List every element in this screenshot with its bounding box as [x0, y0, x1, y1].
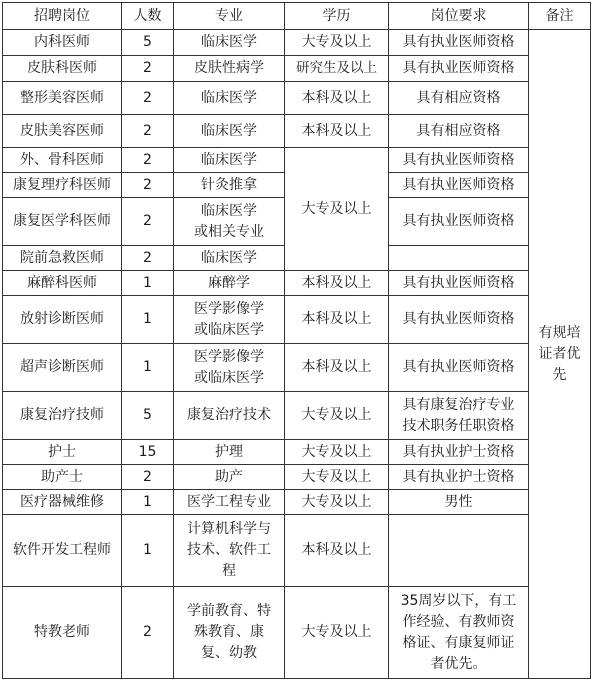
cell-education: 研究生及以上	[285, 56, 389, 82]
cell-major: 临床医学	[174, 148, 285, 173]
major-line: 或临床医学	[194, 321, 264, 338]
table-row	[3, 271, 591, 296]
major-line: 殊教育、康	[194, 624, 264, 640]
cell-major: 皮肤性病学	[174, 56, 285, 82]
major-line: 学前教育、特	[187, 603, 271, 619]
cell-post: 皮肤科医师	[3, 56, 122, 82]
cell-requirement: 具有执业医师资格	[389, 198, 529, 246]
cell-requirement: 具有执业医师资格	[389, 271, 529, 296]
cell-education: 本科及以上	[285, 271, 389, 296]
cell-requirement	[389, 587, 529, 679]
major-line: 医学影像学	[194, 348, 264, 365]
table-row	[3, 465, 591, 490]
requirement-line: 35周岁以下，有工	[400, 592, 517, 609]
table-row	[3, 587, 591, 679]
cell-post: 康复理疗科医师	[3, 173, 122, 198]
cell-count: 1	[122, 271, 174, 296]
cell-requirement: 具有执业护士资格	[389, 440, 529, 465]
cell-major: 临床医学	[174, 30, 285, 56]
cell-requirement: 具有执业医师资格	[389, 344, 529, 392]
cell-requirement: 具有相应资格	[389, 82, 529, 115]
cell-post: 助产士	[3, 465, 122, 490]
note-line: 先	[552, 366, 567, 383]
cell-major: 护理	[174, 440, 285, 465]
cell-count: 2	[122, 198, 174, 246]
cell-count: 2	[122, 148, 174, 173]
cell-major: 麻醉学	[174, 271, 285, 296]
requirement-line: 具有康复治疗专业	[402, 396, 515, 413]
cell-major	[174, 198, 285, 246]
cell-post: 放射诊断医师	[3, 296, 122, 344]
header-row	[3, 3, 591, 30]
cell-count: 1	[122, 490, 174, 515]
cell-post: 外、骨科医师	[3, 148, 122, 173]
cell-education: 本科及以上	[285, 115, 389, 148]
table-row	[3, 440, 591, 465]
cell-major: 临床医学	[174, 82, 285, 115]
cell-count: 1	[122, 344, 174, 392]
cell-major	[174, 587, 285, 679]
table-row	[3, 148, 591, 173]
cell-post: 内科医师	[3, 30, 122, 56]
cell-count: 5	[122, 30, 174, 56]
cell-education: 本科及以上	[285, 296, 389, 344]
major-line: 计算机科学与	[187, 521, 271, 537]
col-header-education: 学历	[285, 3, 389, 30]
cell-education: 大专及以上	[285, 490, 389, 515]
cell-major: 临床医学	[174, 115, 285, 148]
major-line: 程	[222, 563, 236, 579]
cell-major: 医学工程专业	[174, 490, 285, 515]
cell-post: 麻醉科医师	[3, 271, 122, 296]
cell-count: 2	[122, 587, 174, 679]
cell-major	[174, 296, 285, 344]
table-row	[3, 56, 591, 82]
cell-post: 康复医学科医师	[3, 198, 122, 246]
cell-count: 5	[122, 392, 174, 440]
requirement-line: 者优先。	[430, 655, 487, 672]
cell-education: 大专及以上	[285, 440, 389, 465]
table-row	[3, 515, 591, 587]
requirement-line: 格证、有康复师证	[402, 634, 515, 651]
cell-education: 大专及以上	[285, 148, 389, 271]
cell-count: 1	[122, 515, 174, 587]
cell-education: 大专及以上	[285, 392, 389, 440]
table-row	[3, 490, 591, 515]
cell-count: 2	[122, 56, 174, 82]
cell-education: 大专及以上	[285, 30, 389, 56]
cell-requirement: 具有执业医师资格	[389, 173, 529, 198]
cell-post: 皮肤美容医师	[3, 115, 122, 148]
cell-post: 医疗器械维修	[3, 490, 122, 515]
cell-post: 超声诊断医师	[3, 344, 122, 392]
col-header-major: 专业	[174, 3, 285, 30]
cell-requirement	[389, 515, 529, 587]
major-line: 或临床医学	[194, 369, 264, 386]
major-line: 复、幼教	[201, 645, 257, 661]
table-row	[3, 392, 591, 440]
cell-requirement: 男性	[389, 490, 529, 515]
cell-count: 1	[122, 296, 174, 344]
cell-major	[174, 344, 285, 392]
cell-education: 本科及以上	[285, 344, 389, 392]
col-header-post: 招聘岗位	[3, 3, 122, 30]
table-row	[3, 296, 591, 344]
recruitment-table	[2, 2, 591, 679]
col-header-note: 备注	[529, 3, 591, 30]
cell-major: 康复治疗技术	[174, 392, 285, 440]
cell-requirement: 具有执业医师资格	[389, 148, 529, 173]
cell-requirement: 具有执业医师资格	[389, 30, 529, 56]
cell-post: 院前急救医师	[3, 246, 122, 271]
major-line: 或相关专业	[194, 223, 264, 240]
cell-major: 临床医学	[174, 246, 285, 271]
cell-requirement: 具有执业医师资格	[389, 296, 529, 344]
major-line: 医学影像学	[194, 300, 264, 317]
cell-count: 2	[122, 115, 174, 148]
cell-major: 针灸推拿	[174, 173, 285, 198]
cell-education: 本科及以上	[285, 82, 389, 115]
cell-post: 特教老师	[3, 587, 122, 679]
requirement-line: 作经验、有教师资	[402, 613, 515, 630]
note-line: 证者优	[538, 345, 581, 362]
cell-education: 本科及以上	[285, 515, 389, 587]
col-header-count: 人数	[122, 3, 174, 30]
cell-education: 大专及以上	[285, 587, 389, 679]
table-row	[3, 115, 591, 148]
cell-major	[174, 515, 285, 587]
cell-requirement: 具有执业护士资格	[389, 465, 529, 490]
cell-post: 护士	[3, 440, 122, 465]
cell-count: 2	[122, 82, 174, 115]
cell-requirement	[389, 246, 529, 271]
cell-requirement: 具有执业医师资格	[389, 56, 529, 82]
cell-count: 2	[122, 465, 174, 490]
note-line: 有规培	[538, 324, 581, 341]
requirement-line: 技术职务任职资格	[402, 417, 515, 434]
table-row	[3, 30, 591, 56]
cell-requirement: 具有相应资格	[389, 115, 529, 148]
cell-post: 整形美容医师	[3, 82, 122, 115]
major-line: 技术、软件工	[187, 542, 271, 558]
col-header-requirement: 岗位要求	[389, 3, 529, 30]
table-row	[3, 344, 591, 392]
table-row	[3, 82, 591, 115]
cell-major: 助产	[174, 465, 285, 490]
cell-count: 2	[122, 246, 174, 271]
cell-count: 15	[122, 440, 174, 465]
cell-post: 软件开发工程师	[3, 515, 122, 587]
cell-requirement	[389, 392, 529, 440]
major-line: 临床医学	[201, 202, 257, 219]
cell-note	[529, 30, 591, 679]
cell-education: 大专及以上	[285, 465, 389, 490]
cell-post: 康复治疗技师	[3, 392, 122, 440]
cell-count: 2	[122, 173, 174, 198]
